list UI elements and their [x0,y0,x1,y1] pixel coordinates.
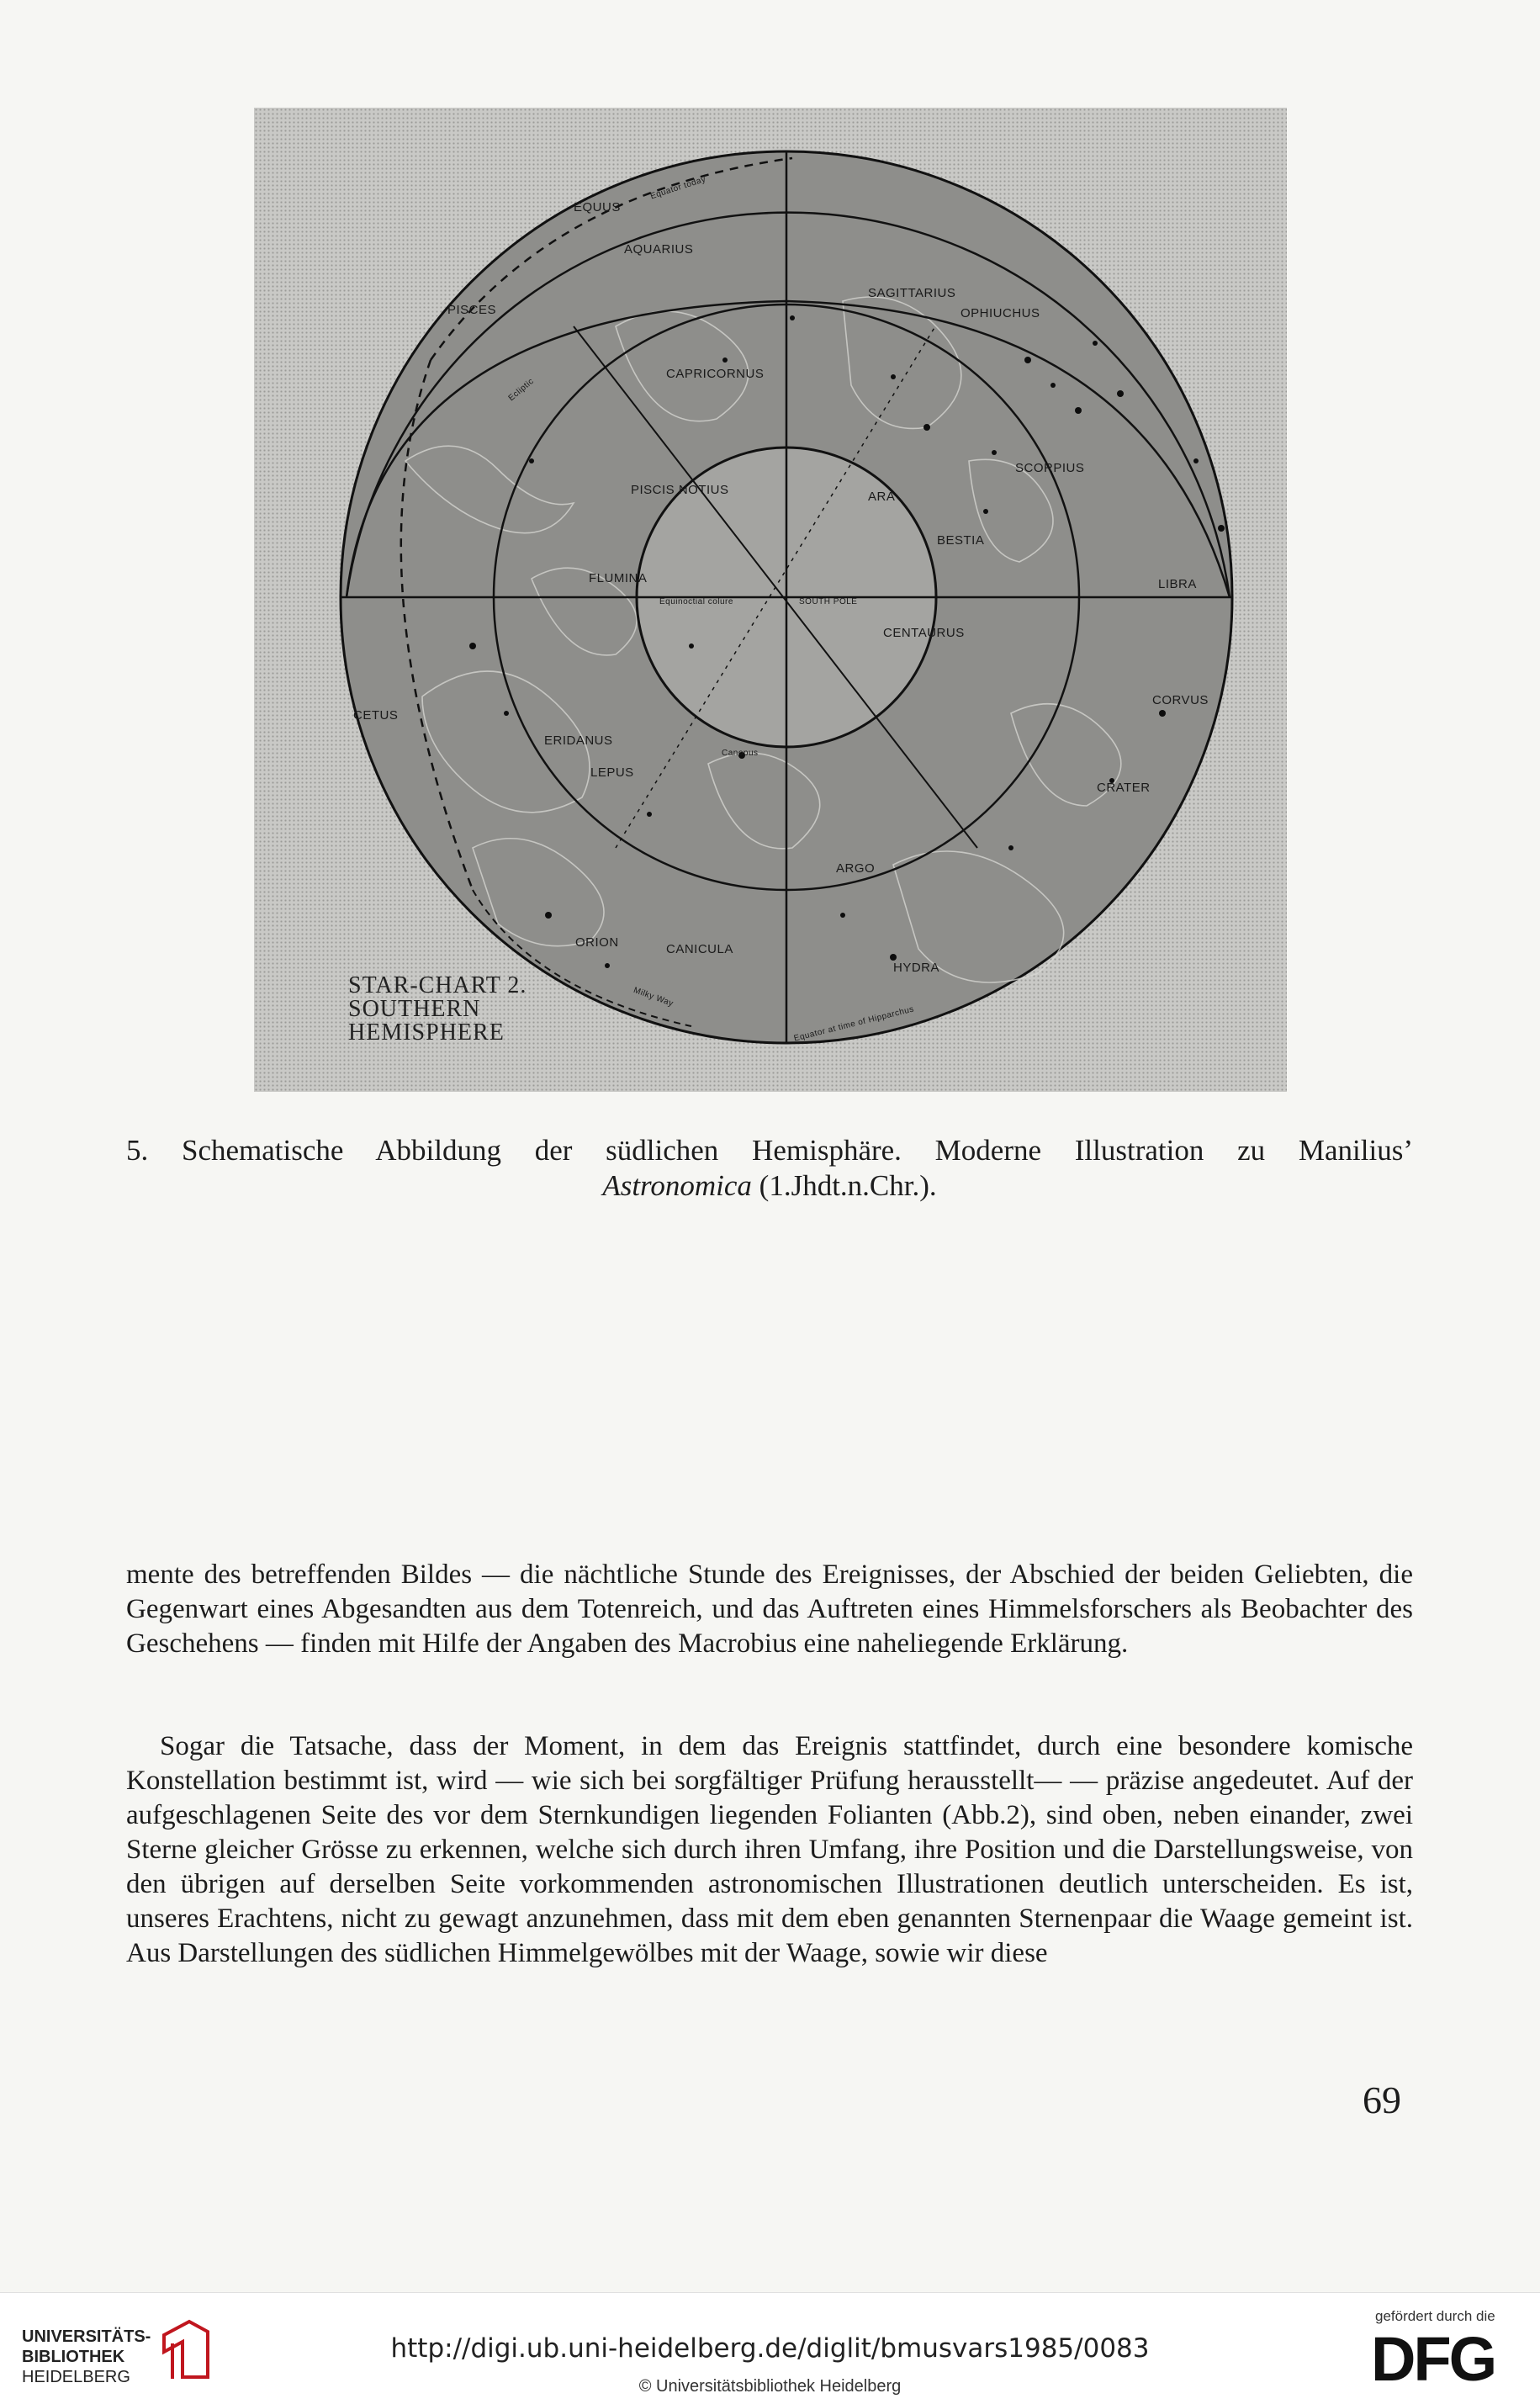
label-piscis-notius: PISCIS NOTIUS [631,483,729,497]
label-cetus: CETUS [353,708,399,723]
caption-line-2 [602,1169,936,1202]
library-name-line: UNIVERSITÄTS- [22,2327,151,2346]
label-lepus: LEPUS [590,765,634,780]
paragraph-1: mente des betreffenden Bildes — die nächtliche Stunde des Ereignisses, der Abschied der beiden Geliebten, die Gegenwart eines Abgesandten aus dem Totenreich, und das Auftreten eines Himmelsforschers als Beobachter des Geschehens — finden mit Hilfe der Angaben des Macrobius eine naheliegende Erklärung. [126,1559,1413,1659]
label-ophiuchus: OPHIUCHUS [961,306,1040,320]
star-chart-figure [254,108,1287,1092]
label-flumina: FLUMINA [589,571,648,585]
permalink-url[interactable]: http://digi.ub.uni-heidelberg.de/diglit/bmusvars1985/0083 [390,2333,1150,2364]
label-corvus: CORVUS [1152,693,1209,707]
chart-title-line: STAR-CHART 2. [348,972,527,998]
library-name-line: BIBLIOTHEK [22,2348,125,2366]
label-argo: ARGO [836,861,876,876]
caption-line-1: 5. Schematische Abbildung der südlichen Hemisphäre. Moderne Illustration zu Manilius’ [126,1134,1413,1167]
funding-note: gefördert durch die [1375,2308,1495,2324]
label-scorpius: SCORPIUS [1015,461,1085,475]
label-hydra: HYDRA [893,961,940,975]
star-chart-drawing [254,108,1287,1092]
library-name-line: HEIDELBERG [22,2368,130,2386]
label-equus: EQUUS [574,200,621,214]
label-bestia: BESTIA [937,533,985,548]
label-orion: ORION [575,935,619,950]
label-ecliptic: Ecliptic [506,376,537,404]
caption-title: Astronomica [602,1169,752,1202]
label-sagittarius: SAGITTARIUS [868,286,956,300]
label-capricornus: CAPRICORNUS [666,367,765,381]
label-eridanus: ERIDANUS [544,733,613,748]
dfg-logo[interactable]: DFG [1371,2324,1495,2394]
label-ara: ARA [868,490,896,504]
label-south-pole: SOUTH POLE [799,597,858,606]
caption-date: (1.Jhdt.n.Chr.). [751,1169,937,1202]
copyright-notice: © Universitätsbibliothek Heidelberg [638,2377,902,2396]
label-crater: CRATER [1097,781,1151,795]
label-canicula: CANICULA [666,942,733,956]
label-libra: LIBRA [1158,577,1197,591]
label-centaurus: CENTAURUS [883,626,965,640]
label-pisces: PISCES [447,303,497,317]
chart-title-line: SOUTHERN [348,996,481,1022]
chart-title [348,974,527,1045]
label-equator-today: Equator today [648,174,707,202]
paragraph-2: Sogar die Tatsache, dass der Moment, in dem das Ereignis stattfindet, durch eine besondere komische Konstellation bestimmt ist, wird — wie sich bei sorgfältiger Prüfung herausstellt— — präzise angedeutet. Auf der aufgeschlagenen Seite des vor dem Sternkundigen liegenden Folianten (Abb.2), sind oben, neben einander, zwei Sterne gleicher Grösse zu erkennen, welche sich durch ihren Umfang, ihre Position und die Darstellungsweise, von den übrigen auf derselben Seite vorkommenden astronomischen Illustrationen deutlich unterscheiden. Es ist, unseres Erachtens, nicht zu gewagt anzunehmen, dass mit dem eben genannten Sternenpaar die Waage gemeint ist. Aus Darstellungen des südlichen Himmelgewölbes mit der Waage, sowie wir diese [126,1731,1413,1968]
label-milky-way: Milky Way [632,985,675,1009]
figure-caption [126,1133,1413,1204]
footer-bar [0,2292,1540,2404]
page-number: 69 [1363,2078,1401,2121]
chart-title-line: HEMISPHERE [348,1019,505,1046]
label-canopus: Canopus [722,749,759,758]
label-equator-hipparchus: Equator at time of Hipparchus [792,1004,915,1044]
label-aquarius: AQUARIUS [624,242,694,257]
label-equinoctial-colure: Equinoctial colure [659,597,733,606]
